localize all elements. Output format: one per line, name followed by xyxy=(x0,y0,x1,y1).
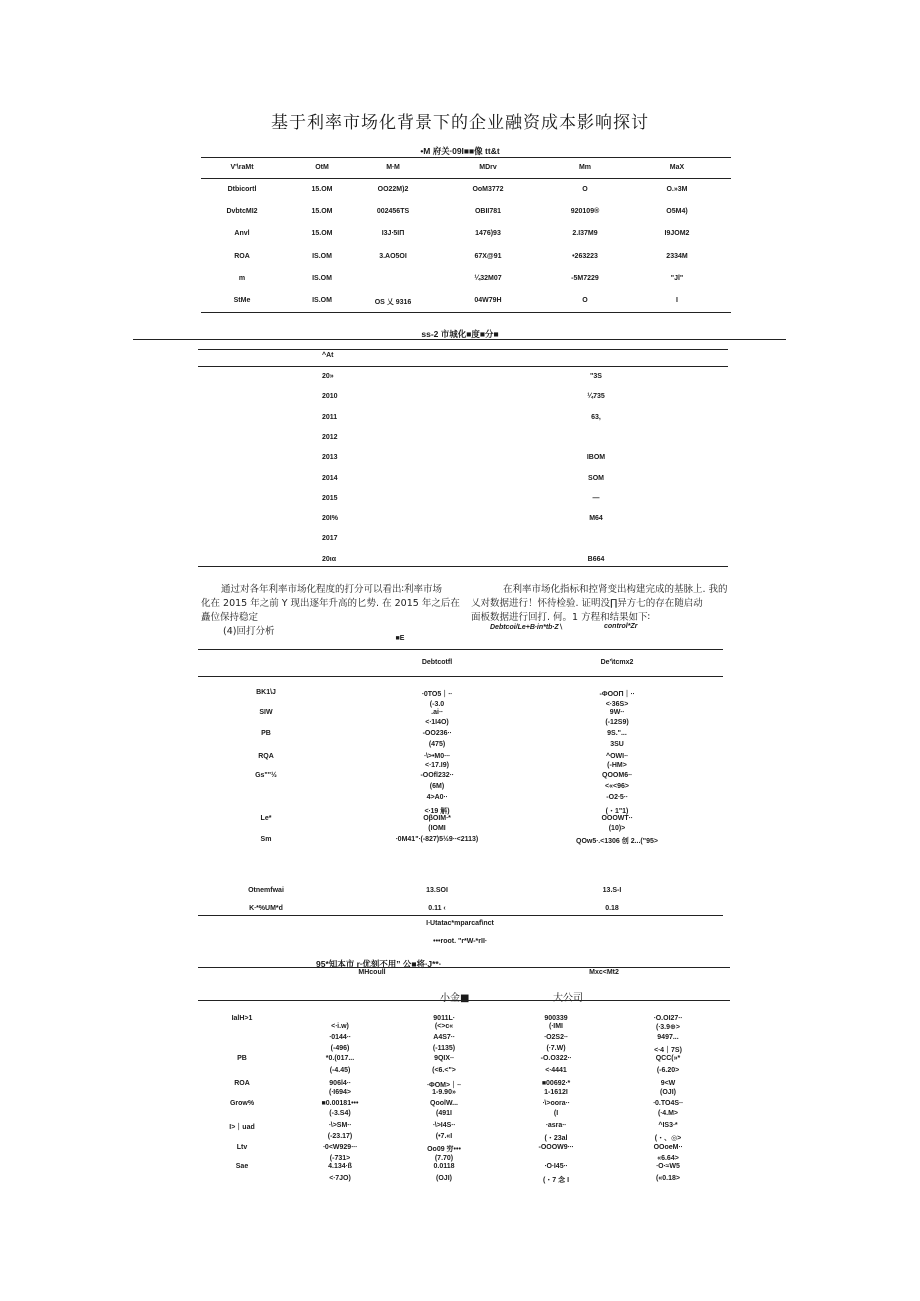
table1-cell: m xyxy=(238,274,246,282)
table4-cell: (7.70) xyxy=(434,1155,454,1162)
table4-cell: (I xyxy=(553,1110,559,1117)
table1-cell: ROA xyxy=(234,252,250,260)
table4-top-rule xyxy=(198,967,730,968)
table1-cell: •263223 xyxy=(572,252,598,260)
table4-cell: ∙\>SM∙∙ xyxy=(328,1122,352,1129)
table1-cell: IS.OM xyxy=(312,274,332,282)
table3-right-cell: <∙36S> xyxy=(605,701,629,708)
table4-cell: ■0.00181••• xyxy=(321,1100,359,1107)
table4-cell: ∙0144∙∙ xyxy=(329,1034,351,1041)
table4-cell: 900339 xyxy=(544,1015,568,1022)
table4-cell: 0.0118 xyxy=(433,1163,455,1170)
table4-cell: («0.18> xyxy=(656,1175,680,1182)
table4-cell: (OJI) xyxy=(436,1175,452,1182)
table4-cell: (-3.S4) xyxy=(329,1110,351,1117)
table4-cell: ∙ΦOM>｜∙∙ xyxy=(427,1082,461,1089)
table1-cell: OO22M)2 xyxy=(377,186,409,193)
left-line-1: 通过对各年利率市场化程度的打分可以看出∶利率市场 xyxy=(221,584,442,595)
table3-right-cell: (-12S9) xyxy=(605,719,629,726)
table4-cell: (491I xyxy=(436,1110,452,1117)
table3-left-cell: (IOMI xyxy=(428,825,446,832)
table1-cell: OoM3772 xyxy=(472,186,504,193)
table2-score-cell: 63, xyxy=(591,413,601,421)
table4-row-label: I>｜uad xyxy=(229,1124,255,1131)
table3-left-cell: (6M) xyxy=(429,783,445,790)
table4-cell: ∙O2S2∙∙ xyxy=(544,1034,568,1041)
table3-row-label: BK1\J xyxy=(256,689,276,696)
table4-cell: ∙asra∙∙ xyxy=(545,1122,567,1129)
table1-cell: I3J∙5IΠ xyxy=(381,230,405,238)
table4-cell: (∙7.W) xyxy=(546,1045,566,1052)
table4-cell: 1-9.90» xyxy=(432,1089,456,1096)
table4-subheader-rule xyxy=(198,1000,730,1001)
table2-score-cell: — xyxy=(592,494,600,502)
table3-right-cell: -ΦOOΠ｜∙∙ xyxy=(599,691,635,698)
table3-row-label: RQA xyxy=(258,753,274,760)
table4-cell: (<6.<"> xyxy=(432,1067,456,1074)
table3-right-cell: (-HM> xyxy=(607,762,627,769)
table2-year-cell: 20» xyxy=(322,373,334,380)
table3-left-cell: <∙17.I9) xyxy=(425,762,449,769)
table4-cell: (-496) xyxy=(330,1045,350,1052)
table2-score-cell: "3S xyxy=(590,373,602,380)
table4-cell: -OOOW9∙∙∙ xyxy=(538,1144,574,1151)
table1-cell: O.»3M xyxy=(666,186,688,193)
table2-score-cell: ¼735 xyxy=(587,393,605,401)
table1-header-cell: V'\raMt xyxy=(230,164,254,171)
table4-cell: (∙I694> xyxy=(329,1089,351,1096)
table1-header-cell: OtM xyxy=(315,164,329,171)
table3-footer-left: 13.SOI xyxy=(426,887,448,894)
table3-footer-right: 0.18 xyxy=(605,905,619,912)
table4-header-left: MHcoull xyxy=(358,969,386,976)
table4-row-label: ROA xyxy=(234,1080,250,1087)
table4-header-right: Mxc<Mt2 xyxy=(589,969,619,976)
table4-cell: 9QIX∙∙ xyxy=(434,1055,454,1062)
table1-header-cell: M∙M xyxy=(386,164,400,171)
table3-header-right: De'\tcmx2 xyxy=(600,659,634,666)
table3-top-rule xyxy=(198,649,723,650)
table4-cell: ∙O∙I45∙∙ xyxy=(544,1163,568,1170)
table1-cell: 15.OM xyxy=(311,208,333,216)
table3-left-cell: <∙19 斛) xyxy=(424,808,450,815)
formula-right: control*Zr xyxy=(604,623,638,630)
table1-cell: I9JOM2 xyxy=(664,230,690,238)
table1-cell: OBII781 xyxy=(474,208,502,216)
table3-row-label: SIW xyxy=(259,709,273,716)
table1-cell: -5M7229 xyxy=(571,274,599,282)
table4-cell: (∙3.9⊕> xyxy=(656,1024,680,1031)
table3-left-cell: -OOfl232∙∙ xyxy=(420,772,454,779)
table3-left-cell: 4>A0∙∙ xyxy=(426,794,448,801)
table4-cell: (∙4.M> xyxy=(657,1110,679,1117)
table4-row-label: Sae xyxy=(235,1163,249,1170)
table1-cell: 002456TS xyxy=(376,208,410,216)
table3-row-label: PB xyxy=(261,730,271,737)
table3-right-cell: 9S."... xyxy=(607,730,627,737)
table4-cell: «6.64> xyxy=(657,1155,679,1162)
left-paragraph xyxy=(201,583,461,639)
table2-year-cell: 2014 xyxy=(322,474,338,482)
table3-note-2: •••root. "r*W-*rII∙ xyxy=(433,938,487,945)
table4-cell: ■00692∙* xyxy=(541,1080,571,1087)
table3-left-cell: ∙0M41"∙(-827)5½9∙∙<2113) xyxy=(395,836,479,843)
table3-footer-label: K∙*%UM*d xyxy=(249,905,283,912)
table2-year-cell: 2010 xyxy=(322,393,338,401)
table3-header-rule xyxy=(198,676,723,677)
left-line-3: 矗位保持稳定 xyxy=(201,612,259,623)
table4-cell: 9497... xyxy=(657,1034,679,1041)
table1-cell: 67X@91 xyxy=(474,252,502,260)
table4-cell: <∙4｜7S) xyxy=(654,1047,682,1054)
table3-row-label: Gs""½ xyxy=(255,772,277,779)
table4-cell: ∙O∙≈W5 xyxy=(656,1163,680,1170)
table3-left-cell: ∙\>•M0∙∙∙ xyxy=(424,753,450,760)
left-line-2: 化在 2015 年之前 Y 现出逐年升高的匕势. 在 2015 年之后在 xyxy=(201,598,460,609)
table2-year-cell: 2011 xyxy=(322,413,338,421)
table1-cell: "Jl" xyxy=(670,274,684,282)
table4-cell: 4.134∙ß xyxy=(328,1163,352,1170)
table2-score-cell: M64 xyxy=(589,515,603,523)
table2-score-cell: B664 xyxy=(587,555,605,563)
table2-score-cell: SOM xyxy=(588,474,604,482)
table3-right-cell: ^OWI∙∙ xyxy=(606,753,628,760)
table4-cell: -O.O322∙∙ xyxy=(540,1055,572,1062)
table1-cell: O xyxy=(582,186,588,193)
table4-cell: ∙O.OI27∙∙ xyxy=(653,1015,683,1022)
table1-cell: DvbtcMI2 xyxy=(226,208,258,216)
table4-cell: (・7 念 I xyxy=(542,1177,570,1184)
table4-cell: (・23al xyxy=(544,1135,568,1142)
table4-cell: OOoeM∙∙ xyxy=(653,1144,683,1151)
table1-cell: IS.OM xyxy=(312,252,332,260)
section-heading: (4)回打分析 xyxy=(223,626,275,637)
table4-cell: <∙4441 xyxy=(545,1067,567,1074)
table2-score-cell: IBOM xyxy=(586,454,606,462)
table4-cell: ∙\>oora∙∙ xyxy=(542,1100,570,1107)
table4-cell: ∙0<W929∙∙∙ xyxy=(322,1144,358,1151)
table1-cell: 2.I37M9 xyxy=(572,230,598,238)
table4-caption: 95*知本市 r∙优刻不用” 公■将∙J**∙ xyxy=(316,959,442,969)
table4-cell: (-1135) xyxy=(432,1045,456,1052)
table4-cell: 9<W xyxy=(660,1080,676,1087)
table1-cell: O5M4) xyxy=(666,208,688,216)
table3-row-label: Sm xyxy=(260,836,272,843)
right-line-1: 在利率市场化指标和控肾变出构建完成的基脉上. 我的 xyxy=(503,584,728,595)
table1-cell: StMe xyxy=(233,297,251,304)
table4-cell: (<>c« xyxy=(434,1023,454,1030)
table4-row-label: Grow% xyxy=(229,1100,255,1107)
table1-cell: 2334M xyxy=(666,252,688,260)
table2-year-cell: 2013 xyxy=(322,454,338,462)
table1-bottom-rule xyxy=(201,312,731,313)
table4-cell: (-23.17) xyxy=(327,1133,353,1140)
table4-cell: (-731> xyxy=(329,1155,351,1162)
table4-cell: 9011L∙ xyxy=(433,1015,455,1022)
table4-cell: 906l4∙∙ xyxy=(329,1080,351,1087)
table1-cell: IS.OM xyxy=(312,297,332,304)
table4-cell: 1-1612I xyxy=(544,1089,568,1096)
table1-cell: 15.OM xyxy=(311,230,333,238)
table4-cell: *0.(017... xyxy=(325,1055,355,1062)
table1-cell: ¼32M07 xyxy=(474,274,502,282)
table4-cell: ∙\>I4S∙∙ xyxy=(432,1122,456,1129)
table1-header-cell: MDrv xyxy=(479,164,497,171)
table3-footer-left: 0.11 ‹ xyxy=(428,905,446,912)
table1-cell: I xyxy=(676,297,678,304)
table4-cell: ^IS3∙* xyxy=(658,1122,678,1129)
table4-cell: <∙i.w) xyxy=(331,1023,349,1030)
table3-left-cell: .ai∙∙ xyxy=(431,709,443,716)
table4-subheader-large: 大公司 xyxy=(553,993,583,1004)
table3-left-cell: <∙1I4O) xyxy=(425,719,449,726)
table3-footer-right: 13.S-I xyxy=(602,887,622,894)
right-line-2: 乂对数据进行！怀待检验. 证明没∏异方七的存在随启动 xyxy=(471,598,703,609)
table4-cell: (・、◎> xyxy=(654,1135,682,1142)
table3-note-1: I∙Utatac*mparcaf\nct xyxy=(426,920,494,927)
table1-cell: 1476)93 xyxy=(475,230,501,238)
table4-cell: (-6.20> xyxy=(656,1067,680,1074)
table4-row-label: PB xyxy=(237,1055,247,1062)
table1-cell: 04W79H xyxy=(474,297,502,304)
table3-right-cell: 9W∙∙ xyxy=(609,709,625,716)
table3-right-cell: 3SU xyxy=(610,741,624,748)
table2-year-cell: 2015 xyxy=(322,494,338,502)
table3-right-cell: QOw5∙.<1306 创 2...("95> xyxy=(576,838,658,845)
table3-left-cell: ∙0TO5｜∙∙ xyxy=(421,691,453,698)
table3-right-cell: (・1"1) xyxy=(605,808,629,815)
table2-rule-a xyxy=(198,349,728,350)
table1-cell: 15.OM xyxy=(311,186,333,193)
formula-left: Debtcoi/Le+B∙in*tb∙Z∖ xyxy=(490,624,564,631)
table4-cell: (•7.«I xyxy=(435,1133,453,1140)
table1-cell: Dtbicortl xyxy=(227,186,257,193)
table4-cell: (-4.45) xyxy=(329,1067,351,1074)
table1-cell: 3.AO5OI xyxy=(379,252,407,260)
table1-header-cell: MaX xyxy=(669,164,685,171)
table3-right-cell: QOOM6∙∙ xyxy=(602,772,632,779)
table3-header-left: Debtcotfl xyxy=(421,659,453,666)
table4-cell: ∙0.TO4S∙∙ xyxy=(653,1100,683,1107)
table3-bottom-rule xyxy=(198,915,723,916)
table2-bottom-rule xyxy=(198,566,728,567)
table3-right-cell: OOOWT∙∙ xyxy=(601,815,633,822)
table2-rule-b xyxy=(198,366,728,367)
table1-cell: OS 乂 9316 xyxy=(374,299,412,306)
table3-footer-label: Otnemfwai xyxy=(248,887,284,894)
table2-year-cell: 20I% xyxy=(322,515,338,523)
table3-left-cell: (-3.0 xyxy=(429,701,445,708)
table1-cell: O xyxy=(582,297,588,304)
right-paragraph xyxy=(471,583,736,625)
table4-cell: Oo09 穷••• xyxy=(427,1146,461,1153)
table2-year-cell: 2012 xyxy=(322,433,338,441)
table3-right-cell: <«<96> xyxy=(605,783,629,790)
table4-cell: (∙IMI xyxy=(549,1023,563,1030)
table3-left-cell: OβOIM∙* xyxy=(423,815,451,822)
table4-cell: <∙7JO) xyxy=(329,1175,351,1182)
table4-cell: QCC(»* xyxy=(655,1055,681,1062)
table4-cell: (OJI) xyxy=(660,1089,676,1096)
table1-top-rule xyxy=(201,157,731,158)
right-line-3: 面板数据进行回打. 何。1 方程和结果如下∶ xyxy=(471,612,651,623)
table3-left-cell: -OO236∙∙ xyxy=(422,730,452,737)
table3-row-label: Le* xyxy=(260,815,272,822)
table4-subheader-small: 小金■ xyxy=(440,993,470,1004)
table4-row-label: IalH>1 xyxy=(231,1015,253,1022)
table1-cell: Anvl xyxy=(234,230,250,238)
table1-header-rule xyxy=(201,178,731,179)
page-title: 基于利率市场化背景下的企业融资成本影响探讨 xyxy=(271,113,649,133)
table1-header-cell: Mm xyxy=(578,164,592,171)
table1-caption: •M 府关∙09I■■像 tt&t xyxy=(420,146,500,156)
table4-cell: A4S7∙∙ xyxy=(433,1034,455,1041)
table2-year-cell: 20ια xyxy=(322,555,337,563)
table2-header: ^At xyxy=(322,352,334,359)
table4-row-label: Ltv xyxy=(236,1144,248,1151)
table3-caption: ■E xyxy=(395,635,405,642)
table1-cell: 920109® xyxy=(570,208,600,216)
table3-left-cell: (475) xyxy=(428,741,446,748)
table3-right-cell: -O2∙5∙∙ xyxy=(606,794,628,801)
table2-caption: ss-2 市城化■度■分■ xyxy=(421,329,499,339)
table3-right-cell: (10)> xyxy=(608,825,626,832)
table2-year-cell: 2017 xyxy=(322,535,338,543)
table4-cell: QoolW... xyxy=(430,1100,458,1107)
